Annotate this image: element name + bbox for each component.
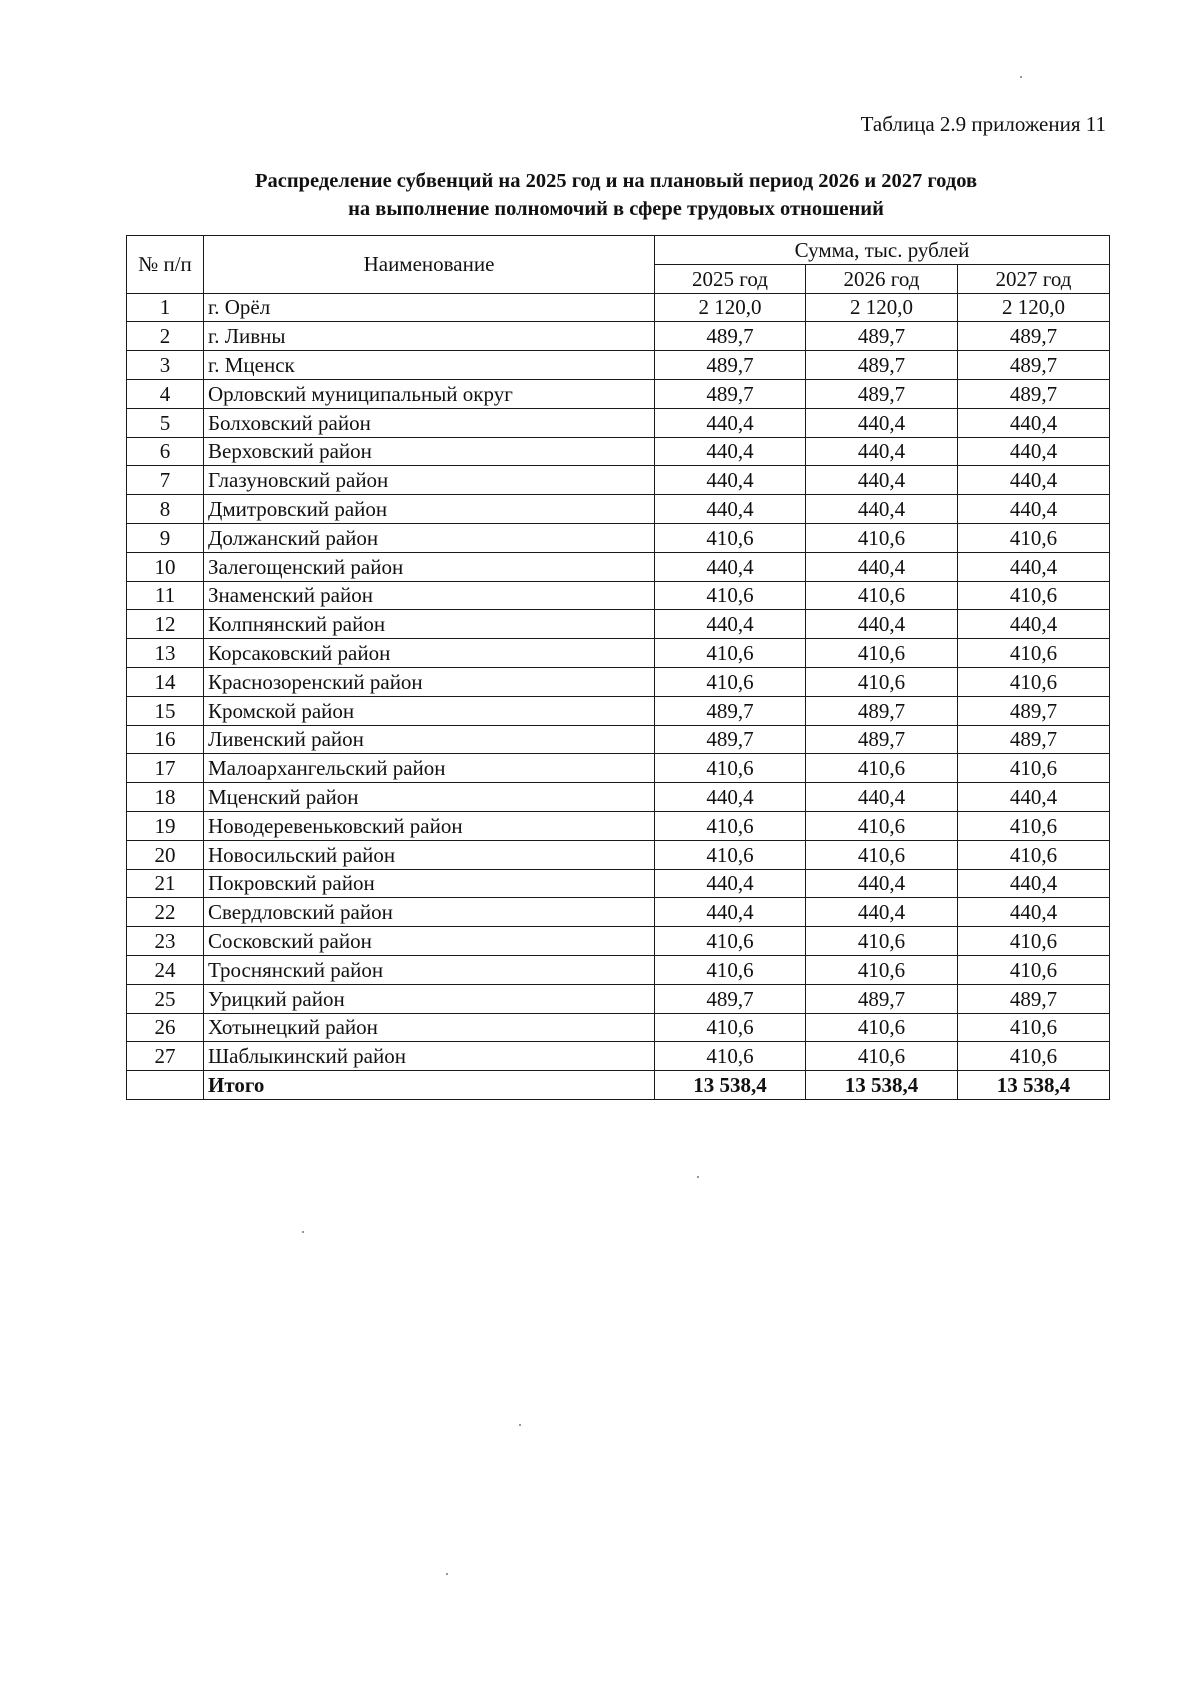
row-value-2027: 440,4 [958,898,1110,927]
row-value-2027: 440,4 [958,783,1110,812]
row-value-2027: 410,6 [958,523,1110,552]
row-name: Болховский район [204,408,655,437]
row-value-2026: 489,7 [806,696,958,725]
scan-speck [446,1573,448,1575]
row-value-2026: 440,4 [806,783,958,812]
row-number: 15 [127,696,204,725]
document-title [126,167,1106,223]
total-2026: 13 538,4 [806,1071,958,1100]
row-value-2027: 410,6 [958,840,1110,869]
row-name: Верховский район [204,437,655,466]
table-row [127,466,1110,495]
row-value-2026: 440,4 [806,898,958,927]
row-name: Мценский район [204,783,655,812]
row-number: 25 [127,984,204,1013]
row-number: 17 [127,754,204,783]
row-value-2025: 410,6 [655,667,806,696]
row-value-2026: 489,7 [806,725,958,754]
row-value-2025: 410,6 [655,523,806,552]
row-value-2026: 440,4 [806,495,958,524]
table-row [127,523,1110,552]
scan-speck [519,1424,521,1426]
row-value-2025: 489,7 [655,322,806,351]
row-value-2026: 410,6 [806,754,958,783]
table-row [127,869,1110,898]
row-number: 9 [127,523,204,552]
table-row [127,408,1110,437]
header-year-2025: 2025 год [655,264,806,293]
row-name: г. Орёл [204,293,655,322]
row-value-2026: 410,6 [806,840,958,869]
row-value-2026: 410,6 [806,667,958,696]
table-row [127,984,1110,1013]
header-row-1 [127,236,1110,265]
row-number: 7 [127,466,204,495]
header-year-2026: 2026 год [806,264,958,293]
row-number: 4 [127,379,204,408]
table-row [127,322,1110,351]
row-value-2025: 440,4 [655,783,806,812]
table-row [127,696,1110,725]
header-name: Наименование [204,236,655,294]
row-number: 1 [127,293,204,322]
table-row [127,495,1110,524]
row-number: 5 [127,408,204,437]
row-value-2026: 489,7 [806,984,958,1013]
row-number: 11 [127,581,204,610]
row-value-2025: 410,6 [655,955,806,984]
row-value-2025: 410,6 [655,1013,806,1042]
row-name: Дмитровский район [204,495,655,524]
row-name: Колпнянский район [204,610,655,639]
row-value-2025: 440,4 [655,869,806,898]
row-value-2025: 410,6 [655,639,806,668]
row-value-2025: 440,4 [655,466,806,495]
row-name: Шаблыкинский район [204,1042,655,1071]
row-name: г. Ливны [204,322,655,351]
row-value-2027: 489,7 [958,725,1110,754]
table-row [127,667,1110,696]
row-value-2026: 440,4 [806,552,958,581]
row-name: Сосковский район [204,927,655,956]
row-value-2026: 440,4 [806,408,958,437]
row-value-2027: 410,6 [958,955,1110,984]
row-value-2025: 440,4 [655,495,806,524]
row-value-2027: 440,4 [958,437,1110,466]
row-value-2026: 440,4 [806,869,958,898]
table-row [127,725,1110,754]
row-number: 21 [127,869,204,898]
row-value-2026: 410,6 [806,1042,958,1071]
row-number: 10 [127,552,204,581]
row-name: Новодеревеньковский район [204,811,655,840]
row-value-2027: 440,4 [958,466,1110,495]
row-value-2025: 2 120,0 [655,293,806,322]
row-value-2025: 410,6 [655,754,806,783]
row-name: Должанский район [204,523,655,552]
row-value-2027: 440,4 [958,610,1110,639]
table-row [127,840,1110,869]
table-row [127,639,1110,668]
row-value-2025: 410,6 [655,581,806,610]
total-2025: 13 538,4 [655,1071,806,1100]
row-name: Покровский район [204,869,655,898]
row-value-2026: 410,6 [806,927,958,956]
total-number-cell [127,1071,204,1100]
row-value-2025: 489,7 [655,351,806,380]
row-name: Малоархангельский район [204,754,655,783]
table-row [127,955,1110,984]
table-row [127,293,1110,322]
table-row [127,783,1110,812]
table-row [127,1013,1110,1042]
row-value-2025: 440,4 [655,408,806,437]
scan-speck [697,1176,699,1178]
row-name: Орловский муниципальный округ [204,379,655,408]
table-row [127,581,1110,610]
row-number: 8 [127,495,204,524]
row-value-2026: 2 120,0 [806,293,958,322]
row-name: Глазуновский район [204,466,655,495]
row-value-2027: 489,7 [958,696,1110,725]
row-value-2026: 489,7 [806,351,958,380]
row-value-2027: 410,6 [958,927,1110,956]
scan-speck [302,1231,304,1233]
row-value-2027: 410,6 [958,639,1110,668]
row-value-2027: 489,7 [958,322,1110,351]
row-number: 12 [127,610,204,639]
table-row [127,437,1110,466]
row-number: 27 [127,1042,204,1071]
table-row [127,898,1110,927]
title-line-1: Распределение субвенций на 2025 год и на плановый период 2026 и 2027 годов [254,170,978,192]
row-name: г. Мценск [204,351,655,380]
row-value-2025: 440,4 [655,552,806,581]
row-name: Урицкий район [204,984,655,1013]
row-name: Троснянский район [204,955,655,984]
title-line-2: на выполнение полномочий в сфере трудовых отношений [348,198,884,220]
row-value-2026: 410,6 [806,639,958,668]
row-value-2026: 489,7 [806,379,958,408]
row-number: 13 [127,639,204,668]
row-value-2026: 410,6 [806,523,958,552]
row-value-2027: 440,4 [958,552,1110,581]
row-value-2027: 410,6 [958,667,1110,696]
row-value-2025: 440,4 [655,437,806,466]
row-value-2027: 489,7 [958,984,1110,1013]
table-row [127,610,1110,639]
table-row [127,351,1110,380]
row-value-2026: 440,4 [806,466,958,495]
table-row [127,552,1110,581]
row-number: 3 [127,351,204,380]
header-number: № п/п [127,236,204,294]
subvention-table [126,235,1110,1100]
row-name: Знаменский район [204,581,655,610]
row-name: Корсаковский район [204,639,655,668]
row-name: Хотынецкий район [204,1013,655,1042]
row-number: 19 [127,811,204,840]
row-value-2025: 489,7 [655,984,806,1013]
row-value-2027: 440,4 [958,408,1110,437]
row-value-2026: 440,4 [806,437,958,466]
row-number: 23 [127,927,204,956]
row-name: Кромской район [204,696,655,725]
row-value-2025: 489,7 [655,696,806,725]
row-value-2025: 440,4 [655,610,806,639]
row-number: 6 [127,437,204,466]
table-body [127,293,1110,1071]
row-value-2025: 410,6 [655,840,806,869]
row-number: 2 [127,322,204,351]
row-value-2026: 410,6 [806,1013,958,1042]
row-number: 22 [127,898,204,927]
row-value-2025: 489,7 [655,725,806,754]
row-name: Ливенский район [204,725,655,754]
header-year-2027: 2027 год [958,264,1110,293]
row-value-2027: 440,4 [958,869,1110,898]
row-value-2027: 2 120,0 [958,293,1110,322]
row-value-2027: 410,6 [958,1013,1110,1042]
row-value-2027: 410,6 [958,754,1110,783]
row-value-2027: 489,7 [958,351,1110,380]
row-value-2025: 410,6 [655,811,806,840]
row-value-2027: 410,6 [958,581,1110,610]
row-value-2026: 440,4 [806,610,958,639]
total-label: Итого [204,1071,655,1100]
header-sum-group: Сумма, тыс. рублей [655,236,1110,265]
row-value-2027: 410,6 [958,1042,1110,1071]
table-row [127,379,1110,408]
table-row [127,811,1110,840]
scan-speck [1020,76,1022,78]
row-value-2026: 410,6 [806,581,958,610]
row-value-2026: 410,6 [806,955,958,984]
table-reference: Таблица 2.9 приложения 11 [860,112,1106,136]
total-2027: 13 538,4 [958,1071,1110,1100]
row-name: Залегощенский район [204,552,655,581]
row-number: 14 [127,667,204,696]
total-row [127,1071,1110,1100]
row-value-2026: 489,7 [806,322,958,351]
row-number: 20 [127,840,204,869]
row-value-2025: 410,6 [655,1042,806,1071]
row-number: 26 [127,1013,204,1042]
row-value-2027: 410,6 [958,811,1110,840]
row-value-2025: 489,7 [655,379,806,408]
row-value-2026: 410,6 [806,811,958,840]
row-number: 18 [127,783,204,812]
table-row [127,927,1110,956]
row-value-2027: 489,7 [958,379,1110,408]
row-value-2027: 440,4 [958,495,1110,524]
table-row [127,1042,1110,1071]
row-value-2025: 440,4 [655,898,806,927]
row-name: Свердловский район [204,898,655,927]
row-name: Новосильский район [204,840,655,869]
row-name: Краснозоренский район [204,667,655,696]
table-row [127,754,1110,783]
row-number: 24 [127,955,204,984]
row-number: 16 [127,725,204,754]
row-value-2025: 410,6 [655,927,806,956]
